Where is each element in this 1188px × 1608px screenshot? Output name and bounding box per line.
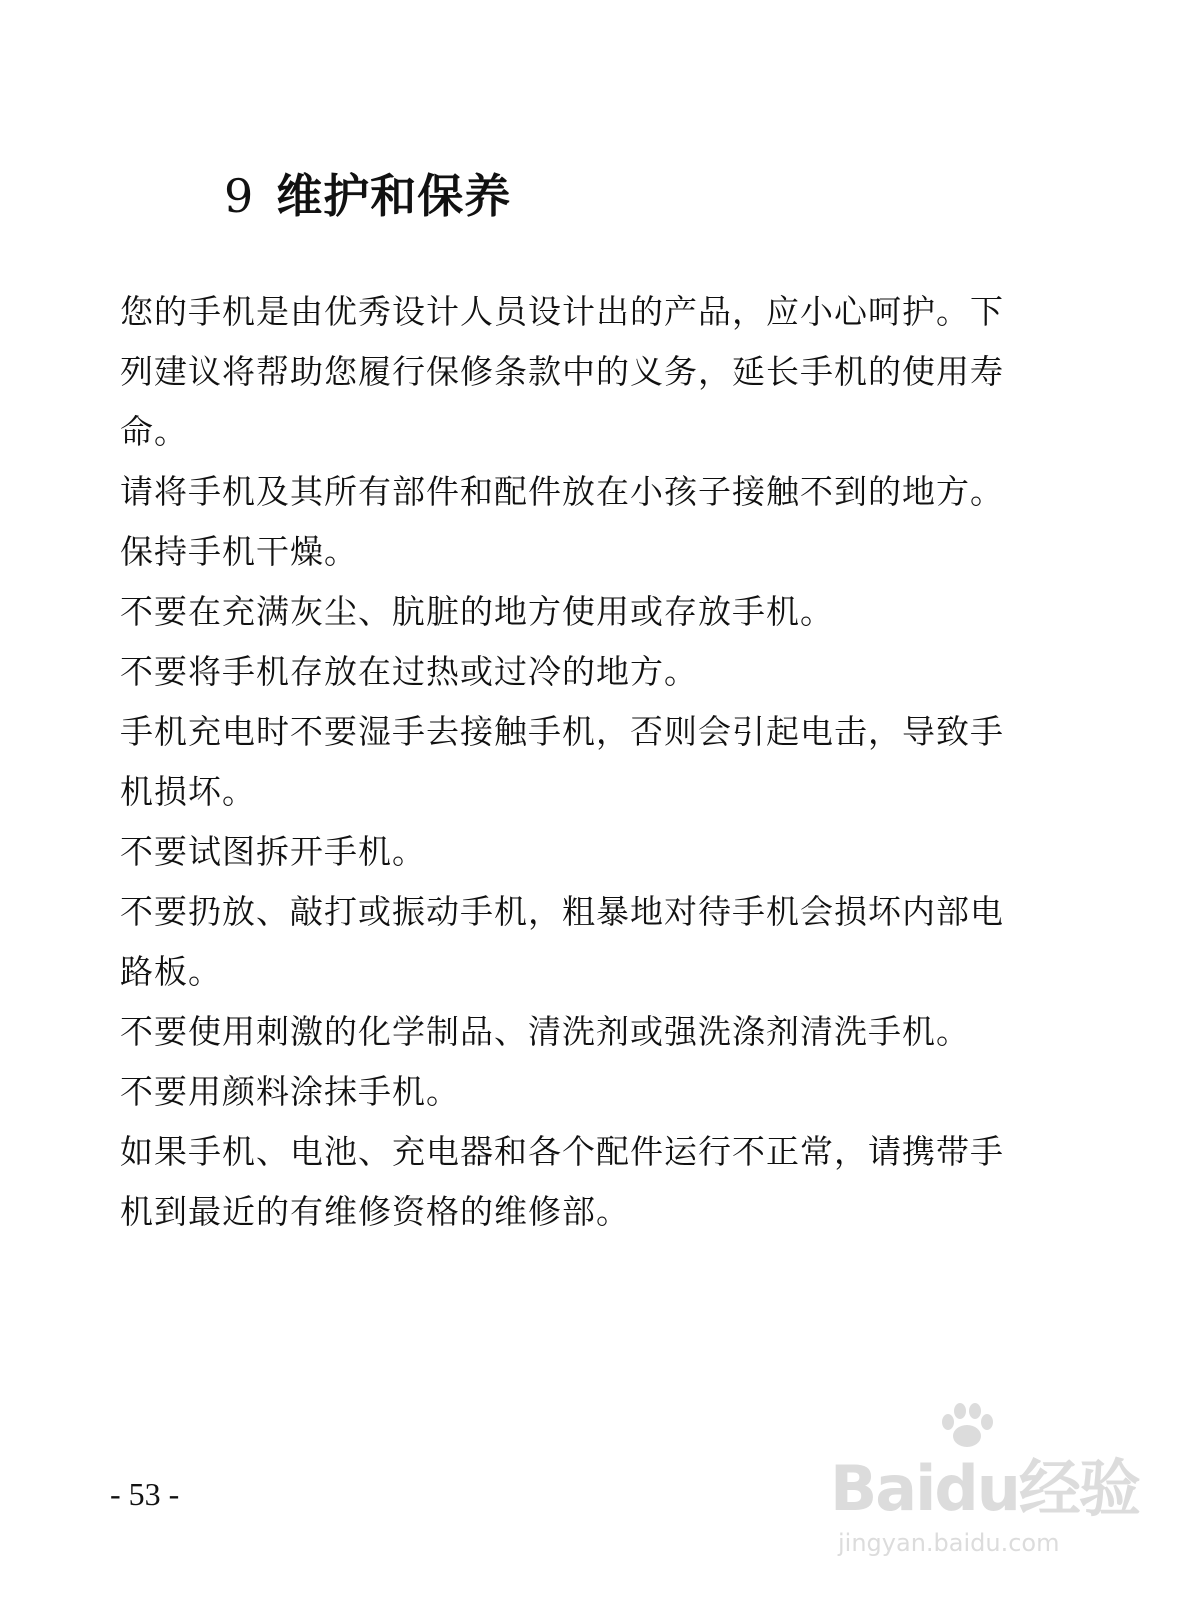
baidu-jingyan-watermark (812, 1400, 1139, 1576)
page-title (224, 166, 511, 226)
paragraph-wet-hands: 手机充电时不要湿手去接触手机，否则会引起电击，导致手机损坏。 (120, 712, 1004, 811)
section-number: 9 (224, 169, 255, 223)
watermark-logo-text: Baidu经验 (830, 1452, 1139, 1525)
paragraph-keep-from-children: 请将手机及其所有部件和配件放在小孩子接触不到的地方。 (120, 472, 1004, 511)
paragraph-intro: 您的手机是由优秀设计人员设计出的产品，应小心呵护。下列建议将帮助您履行保修条款中的义务，延长手机的使用寿命。 (120, 292, 1004, 451)
body-text (120, 282, 1032, 1242)
paragraph-no-harsh-chemicals: 不要使用刺激的化学制品、清洗剂或强洗涤剂清洗手机。 (120, 1012, 970, 1051)
paw-icon (932, 1400, 1002, 1450)
watermark-url: jingyan.baidu.com (838, 1529, 1060, 1557)
paragraph-keep-dry: 保持手机干燥。 (120, 532, 358, 571)
paragraph-no-paint: 不要用颜料涂抹手机。 (120, 1072, 460, 1111)
paragraph-avoid-temperature: 不要将手机存放在过热或过冷的地方。 (120, 652, 698, 691)
paragraph-service: 如果手机、电池、充电器和各个配件运行不正常，请携带手机到最近的有维修资格的维修部。 (120, 1132, 1004, 1231)
paragraph-avoid-dust: 不要在充满灰尘、肮脏的地方使用或存放手机。 (120, 592, 834, 631)
page-number: - 53 - (110, 1476, 180, 1512)
section-title: 维护和保养 (276, 169, 512, 223)
paragraph-no-disassembly: 不要试图拆开手机。 (120, 832, 426, 871)
paragraph-no-rough-handling: 不要扔放、敲打或振动手机，粗暴地对待手机会损坏内部电路板。 (120, 892, 1004, 991)
